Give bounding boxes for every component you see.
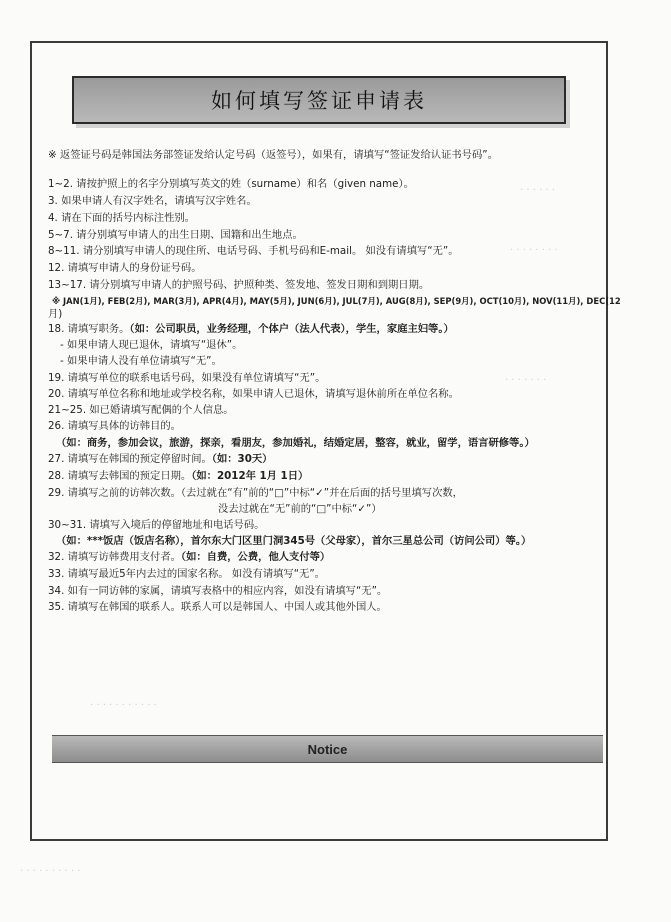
instruction-33: 33. 请填写最近5年内去过的国家名称。 如没有请填写“无”。 — [48, 568, 325, 580]
month-list-line-2: 月) — [48, 308, 63, 320]
instruction-29-cont: 没去过就在“无”前的“□”中标“✓”） — [218, 503, 382, 515]
instruction-32-example: （如：自费，公费，他人支付等） — [180, 551, 331, 563]
instruction-32-text: 32. 请填写访韩费用支付者。 — [48, 551, 181, 563]
instruction-32 — [48, 550, 330, 564]
bleed-through-text: · · · · · · · · · · · — [90, 700, 157, 711]
instruction-18-no-employer: - 如果申请人没有单位请填写“无”。 — [60, 355, 222, 367]
instruction-34: 34. 如有一同访韩的家属，请填写表格中的相应内容，如没有请填写“无”。 — [48, 585, 388, 597]
instruction-12: 12. 请填写申请人的身份证号码。 — [48, 262, 202, 274]
bleed-through-text: · · · · · · — [520, 185, 555, 196]
notice-label: Notice — [307, 741, 348, 757]
instruction-21-25: 21~25. 如已婚请填写配偶的个人信息。 — [48, 404, 234, 416]
instruction-29: 29. 请填写之前的访韩次数。（去过就在“有”前的“□”中标“✓”并在后面的括号里填写次数， — [48, 487, 463, 499]
instruction-28-text: 28. 请填写去韩国的预定日期。 — [48, 470, 192, 482]
instruction-4: 4. 请在下面的括号内标注性别。 — [48, 212, 195, 224]
instruction-18-text: 18. 请填写职务。 — [48, 323, 130, 335]
bleed-through-text: · · · · · · · · · · — [20, 866, 81, 877]
instruction-28-example: （如：2012年 1月 1日） — [191, 470, 309, 482]
instruction-19: 19. 请填写单位的联系电话号码，如果没有单位请填写“无”。 — [48, 372, 326, 384]
instruction-18 — [48, 322, 454, 336]
instruction-30-31: 30~31. 请填写入境后的停留地址和电话号码。 — [48, 519, 265, 531]
title-banner — [72, 76, 566, 124]
instruction-18-retired: - 如果申请人现已退休，请填写“退休”。 — [60, 339, 243, 351]
instruction-27-example: （如：30天） — [211, 453, 273, 465]
notice-bar — [52, 735, 603, 763]
instruction-35: 35. 请填写在韩国的联系人。联系人可以是韩国人、中国人或其他外国人。 — [48, 601, 387, 613]
instruction-3: 3. 如果申请人有汉字姓名，请填写汉字姓名。 — [48, 195, 257, 207]
instruction-26: 26. 请填写具体的访韩目的。 — [48, 420, 181, 432]
instruction-18-example: （如：公司职员，业务经理，个体户（法人代表），学生，家庭主妇等。） — [129, 323, 454, 335]
instruction-13-17: 13~17. 请分别填写申请人的护照号码、护照种类、签发地、签发日期和到期日期。 — [48, 279, 430, 291]
instruction-30-31-example: （如：***饭店（饭店名称），首尔东大门区里门洞345号（父母家），首尔三星总公司（访问公司）等。） — [56, 535, 532, 547]
instruction-27 — [48, 452, 272, 466]
instruction-20: 20. 请填写单位名称和地址或学校名称，如果申请人已退休，请填写退休前所在单位名称。 — [48, 388, 459, 400]
bleed-through-text: · · · · · · · · — [510, 245, 558, 256]
instruction-8-11: 8~11. 请分别填写申请人的现住所、电话号码、手机号码和E-mail。 如没有请填写“无”。 — [48, 245, 459, 257]
bleed-through-text: · · · · · · · — [505, 375, 547, 386]
instruction-1-2: 1~2. 请按护照上的名字分别填写英文的姓（surname）和名（given name）。 — [48, 178, 414, 190]
page-title: 如何填写签证申请表 — [211, 89, 427, 113]
instruction-27-text: 27. 请填写在韩国的预定停留时间。 — [48, 453, 212, 465]
month-list-line-1: ※ JAN(1月), FEB(2月), MAR(3月), APR(4月), MAY(5月), JUN(6月), JUL(7月), AUG(8月), SEP(9月), OCT(10月), NOV(11月), DEC(12 — [52, 296, 621, 306]
reference-note: ※ 返签证号码是韩国法务部签证发给认定号码（返签号），如果有，请填写“签证发给认证书号码”。 — [48, 149, 498, 161]
instruction-5-7: 5~7. 请分别填写申请人的出生日期、国籍和出生地点。 — [48, 229, 303, 241]
instruction-28 — [48, 469, 308, 483]
instruction-26-example: （如：商务，参加会议，旅游，探亲，看朋友，参加婚礼，结婚定居，整容，就业，留学，语言研修等。） — [56, 437, 535, 449]
